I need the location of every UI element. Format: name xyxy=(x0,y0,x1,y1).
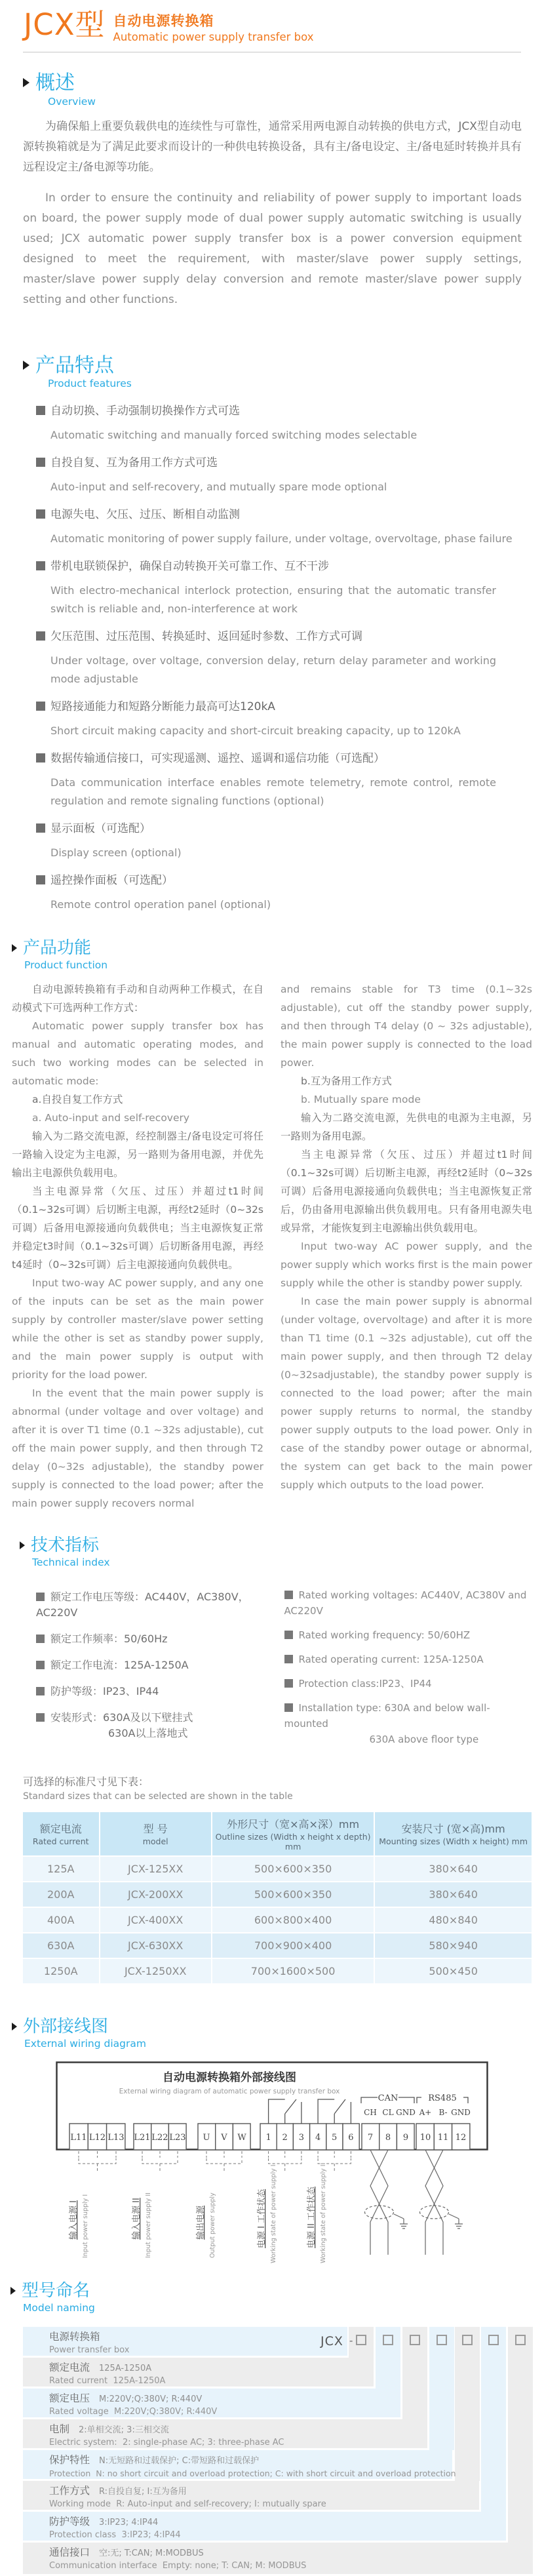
pin-label: CH xyxy=(364,2107,377,2117)
tech-left-column xyxy=(36,1579,284,1747)
function-paragraph: and remains stable for T3 time (0.1~32s adjustable), cut off the standby power supply, and then through T4 delay (0 ~ 32s adjustable), the main power supply is connected to the load power. xyxy=(281,983,532,1069)
feature-text-cn: 自动切换、手动强制切换操作方式可选 xyxy=(50,405,240,418)
feature-text-cn: 短路接通能力和短路分断能力最高可达120kA xyxy=(50,700,275,713)
bullet-square-icon xyxy=(284,1631,293,1639)
tech-columns xyxy=(36,1579,532,1747)
wiring-heading-cn: 外部接线图 xyxy=(23,2016,109,2036)
features-list xyxy=(36,401,524,914)
terminal-label: 5 xyxy=(332,2132,338,2143)
row-label-en: Working mode xyxy=(49,2499,111,2509)
group-label-cn: 输出电源 xyxy=(196,2205,206,2240)
terminal-label: 8 xyxy=(385,2132,391,2143)
feature-text-en: Under voltage, over voltage, conversion delay, return delay parameter and working mode adjustable xyxy=(50,654,496,685)
function-left-column xyxy=(12,980,263,1513)
product-model: JCX型 xyxy=(24,7,106,42)
row-detail-en: 2: single-phase AC; 3: three-phase AC xyxy=(122,2437,284,2447)
cell: 700×1600×500 xyxy=(212,1959,374,1983)
twisted-pair-can xyxy=(365,2150,408,2255)
code-box xyxy=(462,2335,473,2345)
cell: 480×840 xyxy=(375,1908,532,1932)
tech-heading-cn: 技术指标 xyxy=(31,1535,100,1555)
code-column-5 xyxy=(455,2327,480,2481)
row-detail-cn: 125A-1250A xyxy=(99,2363,152,2373)
row-detail-en: R: Auto-input and self-recovery; I: mutually spare xyxy=(116,2499,326,2509)
pin-label: GND xyxy=(451,2107,471,2117)
function-paragraph: Input two-way AC power supply, and any one of the inputs can be set as the main power supply by controller master/slave power setting while the other is set as standby power supply, and the main power supply is output with priority for the load power. xyxy=(12,1277,263,1381)
terminal-label: L12 xyxy=(88,2132,106,2143)
naming-row-rated-voltage xyxy=(23,2388,400,2417)
function-paragraph: In case the main power supply is abnormal (under voltage, overvoltage) and after it is more than T1 time (0.1 ~32s adjustable), cut off the main power supply, and then through T2 delay (0~32sadjustable), the standby power supply is connected to the load power; after the main power supply returns to normal, the standby power supply outputs to the load power. Only in case of the standby power outage or abnormal, the system can get back to the main power supply which outputs to the load power. xyxy=(281,1295,532,1491)
table-row xyxy=(23,1933,532,1958)
diagram-title-en: External wiring diagram of automatic power supply transfer box xyxy=(119,2087,340,2095)
section-function xyxy=(12,939,544,971)
group-label-en: Working state of power supply II xyxy=(320,2162,327,2263)
naming-row-communication xyxy=(23,2543,533,2574)
cell: JCX-1250XX xyxy=(100,1959,211,1983)
cell: 500×600×350 xyxy=(212,1882,374,1907)
diagram-title-cn: 自动电源转换箱外部接线图 xyxy=(163,2071,296,2084)
cell: 580×940 xyxy=(375,1933,532,1958)
feature-text-en: Automatic monitoring of power supply failure, under voltage, overvoltage, phase failure xyxy=(50,532,513,545)
row-label-cn: 额定电流 xyxy=(49,2361,90,2373)
tech-item-text: 额定工作电压等级：AC440V，AC380V，AC220V xyxy=(36,1590,249,1619)
bullet-square-icon xyxy=(36,406,45,415)
row-detail-cn: 3:IP23; 4:IP44 xyxy=(99,2517,159,2527)
bullet-square-icon xyxy=(36,458,45,467)
cell: 380×640 xyxy=(375,1882,532,1907)
feature-item xyxy=(36,627,524,688)
cell: JCX-630XX xyxy=(100,1933,211,1958)
naming-row-product xyxy=(23,2327,347,2356)
function-right-column xyxy=(281,980,532,1513)
pin-label: CL xyxy=(382,2107,394,2117)
table-header-row xyxy=(23,1812,532,1855)
bullet-square-icon xyxy=(36,753,45,763)
function-paragraph: 输入为二路交流电源，先供电的电源为主电源，另一路则为备用电源。 xyxy=(281,1111,532,1142)
feature-text-en: Remote control operation panel (optional) xyxy=(50,898,271,911)
function-paragraph: 当主电源异常（欠压、过压）并超过t1时间（0.1~32s可调）后切断主电源，再经t2延时（0~32s可调）后备用电源接通向负载供电；当主电源恢复正常后，仍由备用电源输出供负载用电。只有备用电源失电或异常，才能恢复到主电源输出供负载用电。 xyxy=(281,1148,532,1234)
wiring-heading-en: External wiring diagram xyxy=(24,2037,146,2050)
terminal-label: W xyxy=(237,2132,246,2143)
function-paragraph: Automatic power supply transfer box has manual and automatic operating modes, and such two working modes can be selected in automatic mode: xyxy=(12,1020,263,1087)
function-paragraph: Input two-way AC power supply, and the power supply which works first is the main power supply while the other is standby power supply. xyxy=(281,1240,532,1289)
feature-text-cn: 自投自复、互为备用工作方式可选 xyxy=(50,456,218,469)
row-label-en: Electric system: xyxy=(49,2437,117,2447)
tech-item-text: Rated working frequency: 50/60HZ xyxy=(298,1629,471,1641)
terminal-label: 10 xyxy=(419,2132,431,2143)
row-detail-en: M:220V;Q:380V; R:440V xyxy=(114,2406,218,2417)
tech-item-text: 额定工作电流：125A-1250A xyxy=(50,1658,189,1671)
code-column-6 xyxy=(481,2327,506,2512)
row-label-cn: 电制 xyxy=(49,2423,70,2435)
function-paragraph: In the event that the main power supply is abnormal (under voltage and over voltage) and after it is over T1 time (0.1 ~32s adjustable), cut off the main power supply, and then through T2 delay (0~32s adjustable), the standby power supply is connected to the load power; after the main power supply recovers normal xyxy=(12,1387,263,1509)
feature-item xyxy=(36,819,524,862)
terminal-label: U xyxy=(203,2132,210,2143)
row-label-cn: 通信接口 xyxy=(49,2546,90,2558)
col-header-outline-sizes: 外形尺寸（宽×高×深）mm Outline sizes (Width x height x depth) mm xyxy=(212,1812,374,1855)
pin-label: A+ xyxy=(419,2107,432,2117)
code-box xyxy=(410,2335,420,2345)
bullet-square-icon xyxy=(36,1687,45,1695)
function-paragraph: 自动电源转换箱有手动和自动两种工作模式，在自动模式下可选两种工作方式： xyxy=(12,983,263,1014)
row-detail-cn: R:自投自复; I:互为备用 xyxy=(99,2486,187,2497)
overview-paragraph-en: In order to ensure the continuity and reliability of power supply to important loads on board, the power supply mode of dual power supply automatic switching is usually used; JCX automatic power supply transfer box is a power conversion equipment designed to meet the requirement, with master/slave power supply settings, master/slave power supply delay conversion and remote master/slave power supply setting and other functions. xyxy=(23,191,522,306)
group-label-en: Input power supply I xyxy=(82,2194,89,2258)
tech-item-text: Rated working voltages: AC440V, AC380V and AC220V xyxy=(284,1589,527,1617)
group-brackets xyxy=(79,2151,351,2171)
bullet-square-icon xyxy=(36,509,45,519)
function-paragraph: a.自投自复工作方式 xyxy=(32,1093,123,1105)
naming-row-protection xyxy=(23,2450,456,2479)
feature-text-cn: 遥控操作面板（可选配） xyxy=(50,874,173,887)
group-label-cn: 电源 II 工作状态 xyxy=(307,2186,317,2248)
tech-item-text: Rated operating current: 125A-1250A xyxy=(298,1653,484,1665)
feature-item xyxy=(36,453,524,496)
cell: 500×600×350 xyxy=(212,1857,374,1881)
code-box xyxy=(356,2335,366,2345)
bullet-square-icon xyxy=(36,875,45,884)
row-detail-cn: N:无短路和过载保护; C:带短路和过载保护 xyxy=(99,2455,260,2466)
feature-text-cn: 显示面板（可选配） xyxy=(50,822,151,835)
function-paragraph: b.互为备用工作方式 xyxy=(301,1075,392,1087)
terminal-label: L21 xyxy=(134,2132,151,2143)
feature-text-cn: 电源失电、欠压、过压、断相自动监测 xyxy=(50,508,240,521)
terminal-label: 2 xyxy=(282,2132,288,2143)
bullet-square-icon xyxy=(284,1591,293,1599)
page-header xyxy=(0,0,544,43)
bullet-square-icon xyxy=(36,1593,45,1601)
group-label-en: Input power supply II xyxy=(145,2192,152,2258)
cell: 700×900×400 xyxy=(212,1933,374,1958)
function-columns xyxy=(12,980,532,1513)
tech-right-column xyxy=(284,1579,533,1747)
naming-row-rated-current xyxy=(23,2358,374,2387)
feature-text-cn: 数据传输通信接口，可实现遥测、遥控、遥调和遥信功能（可选配） xyxy=(50,752,385,765)
function-heading-cn: 产品功能 xyxy=(23,938,92,958)
table-row xyxy=(23,1908,532,1932)
features-heading-cn: 产品特点 xyxy=(35,353,114,377)
section-marker-icon xyxy=(23,361,29,370)
function-paragraph: b. Mutually spare mode xyxy=(301,1093,421,1105)
bullet-square-icon xyxy=(36,561,45,570)
code-box xyxy=(437,2335,447,2345)
section-model-naming xyxy=(10,2282,544,2314)
bullet-square-icon xyxy=(284,1703,293,1712)
terminal-label: 9 xyxy=(402,2132,409,2143)
section-marker-icon xyxy=(12,944,17,952)
feature-text-cn: 带机电联锁保护，确保自动转换开关可靠工作、互不干涉 xyxy=(50,560,329,573)
terminal-label: 3 xyxy=(298,2132,305,2143)
group-label-cn: 输入电源 II xyxy=(132,2197,142,2240)
naming-row-protection-class xyxy=(23,2512,506,2541)
row-label-cn: 防护等级 xyxy=(49,2515,90,2527)
code-column-3 xyxy=(402,2327,427,2419)
cell: 630A xyxy=(23,1933,99,1958)
row-label-en: Protection xyxy=(49,2468,91,2478)
feature-item xyxy=(36,401,524,445)
cell: 380×640 xyxy=(375,1857,532,1881)
cell: 600×800×400 xyxy=(212,1908,374,1932)
row-detail-cn: 空:无; T:CAN; M:MODBUS xyxy=(99,2548,204,2558)
row-label-en: Communication interface xyxy=(49,2560,157,2571)
feature-item xyxy=(36,557,524,618)
code-column-7 xyxy=(508,2327,533,2543)
feature-text-en: Data communication interface enables remote telemetry, remote control, remote regulation and remote signaling functions (optional) xyxy=(50,776,496,807)
table-intro-cn: 可选择的标准尺寸见下表： xyxy=(23,1775,149,1788)
feature-text-en: With electro-mechanical interlock protection, ensuring that the automatic transfer switch is reliable and, non-interference at work xyxy=(50,584,496,615)
bullet-square-icon xyxy=(284,1655,293,1663)
can-bus-label: CAN xyxy=(378,2093,398,2103)
row-label-en: Rated voltage xyxy=(49,2406,109,2417)
function-paragraph: 当主电源异常（欠压、过压）并超过t1时间（0.1~32s可调）后切断主电源，再经t2延时（0~32s可调）后备用电源接通向负载供电；当主电源恢复正常并稳定t3时间（0.1~32s可调）后切断备用电源，再经t4延时（0~32s可调）后主电源接通向负载供电。 xyxy=(12,1185,263,1271)
tech-item-text: Protection class:IP23、IP44 xyxy=(298,1677,432,1690)
code-column-1 xyxy=(349,2327,374,2358)
feature-text-en: Short circuit making capacity and short-circuit breaking capacity, up to 120kA xyxy=(50,724,461,737)
function-paragraph: a. Auto-input and self-recovery xyxy=(32,1111,190,1124)
rs485-bus-label: RS485 xyxy=(428,2093,457,2103)
overview-paragraph-cn: 为确保船上重要负载供电的连续性与可靠性，通常采用两电源自动转换的供电方式，JCX型自动电源转换箱就是为了满足此要求而设计的一种供电转换设备，具有主/备电设定、主/备电延时转换并具有远程设定主/备电源等功能。 xyxy=(23,119,522,174)
table-row xyxy=(23,1882,532,1907)
tech-item-text: 防护等级：IP23、IP44 xyxy=(50,1684,159,1697)
dash-separator: - xyxy=(349,2334,353,2347)
cell: 125A xyxy=(23,1857,99,1881)
feature-text-cn: 欠压范围、过压范围、转换延时、返回延时参数、工作方式可调 xyxy=(50,630,362,643)
model-naming-diagram xyxy=(0,2327,544,2576)
section-marker-icon xyxy=(10,2287,16,2295)
bullet-square-icon xyxy=(36,823,45,833)
tech-item-text: 安装形式：630A及以下壁挂式 xyxy=(50,1711,193,1724)
bullet-square-icon xyxy=(36,631,45,641)
cell: 400A xyxy=(23,1908,99,1932)
terminal-label: L11 xyxy=(70,2132,87,2143)
group-label-cn: 电源 I 工作状态 xyxy=(257,2189,267,2248)
code-box xyxy=(515,2335,526,2345)
cell: 1250A xyxy=(23,1959,99,1983)
cell: JCX-125XX xyxy=(100,1857,211,1881)
col-header-model: 型 号 model xyxy=(100,1812,211,1855)
feature-item xyxy=(36,505,524,548)
cell: JCX-400XX xyxy=(100,1908,211,1932)
tech-item-text: 额定工作频率：50/60Hz xyxy=(50,1632,168,1645)
code-column-2 xyxy=(376,2327,400,2388)
tech-item-subtext: 630A以上落地式 xyxy=(108,1726,188,1739)
feature-text-en: Display screen (optional) xyxy=(50,846,182,859)
bullet-square-icon xyxy=(36,1661,45,1669)
col-header-mounting-sizes: 安装尺寸 (宽×高)mm Mounting sizes (Width x height) mm xyxy=(375,1812,532,1855)
row-detail-en: 125A-1250A xyxy=(113,2375,166,2386)
code-box xyxy=(488,2335,499,2345)
group-label-en: Working state of power supply I xyxy=(270,2164,277,2263)
function-heading-en: Product function xyxy=(24,959,108,971)
table-intro-en: Standard sizes that can be selected are shown in the table xyxy=(23,1791,293,1802)
product-title-cn: 自动电源转换箱 xyxy=(113,13,214,29)
cell: 200A xyxy=(23,1882,99,1907)
bullet-square-icon xyxy=(36,702,45,711)
section-marker-icon xyxy=(23,78,29,87)
terminal-label: 11 xyxy=(437,2132,449,2143)
tech-item-subtext: 630A above floor type xyxy=(369,1733,479,1745)
terminal-label: L22 xyxy=(151,2132,168,2143)
row-detail-en: Empty: none; T: CAN; M: MODBUS xyxy=(162,2560,307,2571)
section-overview xyxy=(23,72,544,108)
tech-item-text: Installation type: 630A and below wall-mounted xyxy=(284,1701,490,1730)
naming-row-electric-system xyxy=(23,2419,427,2448)
wiring-diagram xyxy=(56,2061,488,2265)
group-labels xyxy=(68,2162,327,2263)
row-label-cn: 工作方式 xyxy=(49,2484,90,2497)
tech-heading-en: Technical index xyxy=(32,1556,110,1568)
feature-item xyxy=(36,871,524,914)
terminal-label: 7 xyxy=(367,2132,374,2143)
model-prefix: JCX xyxy=(321,2333,343,2348)
row-label-en: Rated current xyxy=(49,2375,108,2386)
feature-text-en: Auto-input and self-recovery, and mutually spare mode optional xyxy=(50,481,387,493)
bullet-square-icon xyxy=(36,1713,45,1722)
terminal-label: L23 xyxy=(169,2132,186,2143)
row-label-en: Protection class xyxy=(49,2529,117,2540)
table-row xyxy=(23,1857,532,1881)
col-header-rated-current: 额定电流 Rated current xyxy=(23,1812,99,1855)
row-detail-cn: 2:单相交流; 3:三相交流 xyxy=(79,2425,169,2435)
terminal-label: 12 xyxy=(455,2132,467,2143)
naming-heading-cn: 型号命名 xyxy=(22,2280,90,2301)
naming-heading-en: Model naming xyxy=(23,2301,95,2314)
twisted-pair-rs485 xyxy=(420,2150,463,2255)
features-heading-en: Product features xyxy=(48,378,132,389)
cell: JCX-200XX xyxy=(100,1882,211,1907)
row-label-cn: 保护特性 xyxy=(49,2453,90,2466)
function-paragraph: 输入为二路交流电源，经控制器主/备电设定可将任一路输入设定为主电源，另一路则为备用电源，并优先输出主电源供负载用电。 xyxy=(12,1130,263,1179)
overview-heading-en: Overview xyxy=(48,95,96,108)
feature-item xyxy=(36,697,524,740)
feature-text-en: Automatic switching and manually forced switching modes selectable xyxy=(50,429,418,441)
terminal-label: 6 xyxy=(348,2132,354,2143)
group-label-cn: 输入电源 I xyxy=(69,2200,79,2240)
product-title-en: Automatic power supply transfer box xyxy=(113,31,314,43)
section-tech xyxy=(20,1536,544,1568)
row-detail-en: 3:IP23; 4:IP44 xyxy=(121,2529,181,2540)
overview-heading-cn: 概述 xyxy=(35,71,75,94)
terminal-label: L13 xyxy=(107,2132,125,2143)
section-marker-icon xyxy=(12,2023,17,2031)
bullet-square-icon xyxy=(284,1679,293,1688)
naming-row-working-mode xyxy=(23,2481,479,2510)
cell: 500×450 xyxy=(375,1959,532,1983)
group-label-en: Output power supply xyxy=(209,2192,216,2258)
standard-sizes-table xyxy=(22,1811,533,1985)
code-column-4 xyxy=(429,2327,454,2450)
row-label-cn: 电源转换箱 xyxy=(49,2330,100,2343)
table-row xyxy=(23,1959,532,1983)
pin-label: B- xyxy=(438,2107,448,2117)
row-detail-en: N: no short circuit and overload protection; C: with short circuit and overload protection xyxy=(96,2468,456,2478)
code-box xyxy=(383,2335,393,2345)
row-label-en: Power transfer box xyxy=(49,2345,130,2355)
section-wiring xyxy=(12,2017,544,2050)
terminal-label: 1 xyxy=(265,2132,271,2143)
bullet-square-icon xyxy=(36,1635,45,1643)
section-features xyxy=(23,355,544,390)
row-label-cn: 额定电压 xyxy=(49,2392,90,2404)
row-detail-cn: M:220V;Q:380V; R:440V xyxy=(99,2394,203,2404)
terminal-label: V xyxy=(221,2132,227,2143)
section-marker-icon xyxy=(20,1541,25,1549)
feature-item xyxy=(36,749,524,810)
pin-label: GND xyxy=(396,2107,416,2117)
terminal-label: 4 xyxy=(315,2132,321,2143)
